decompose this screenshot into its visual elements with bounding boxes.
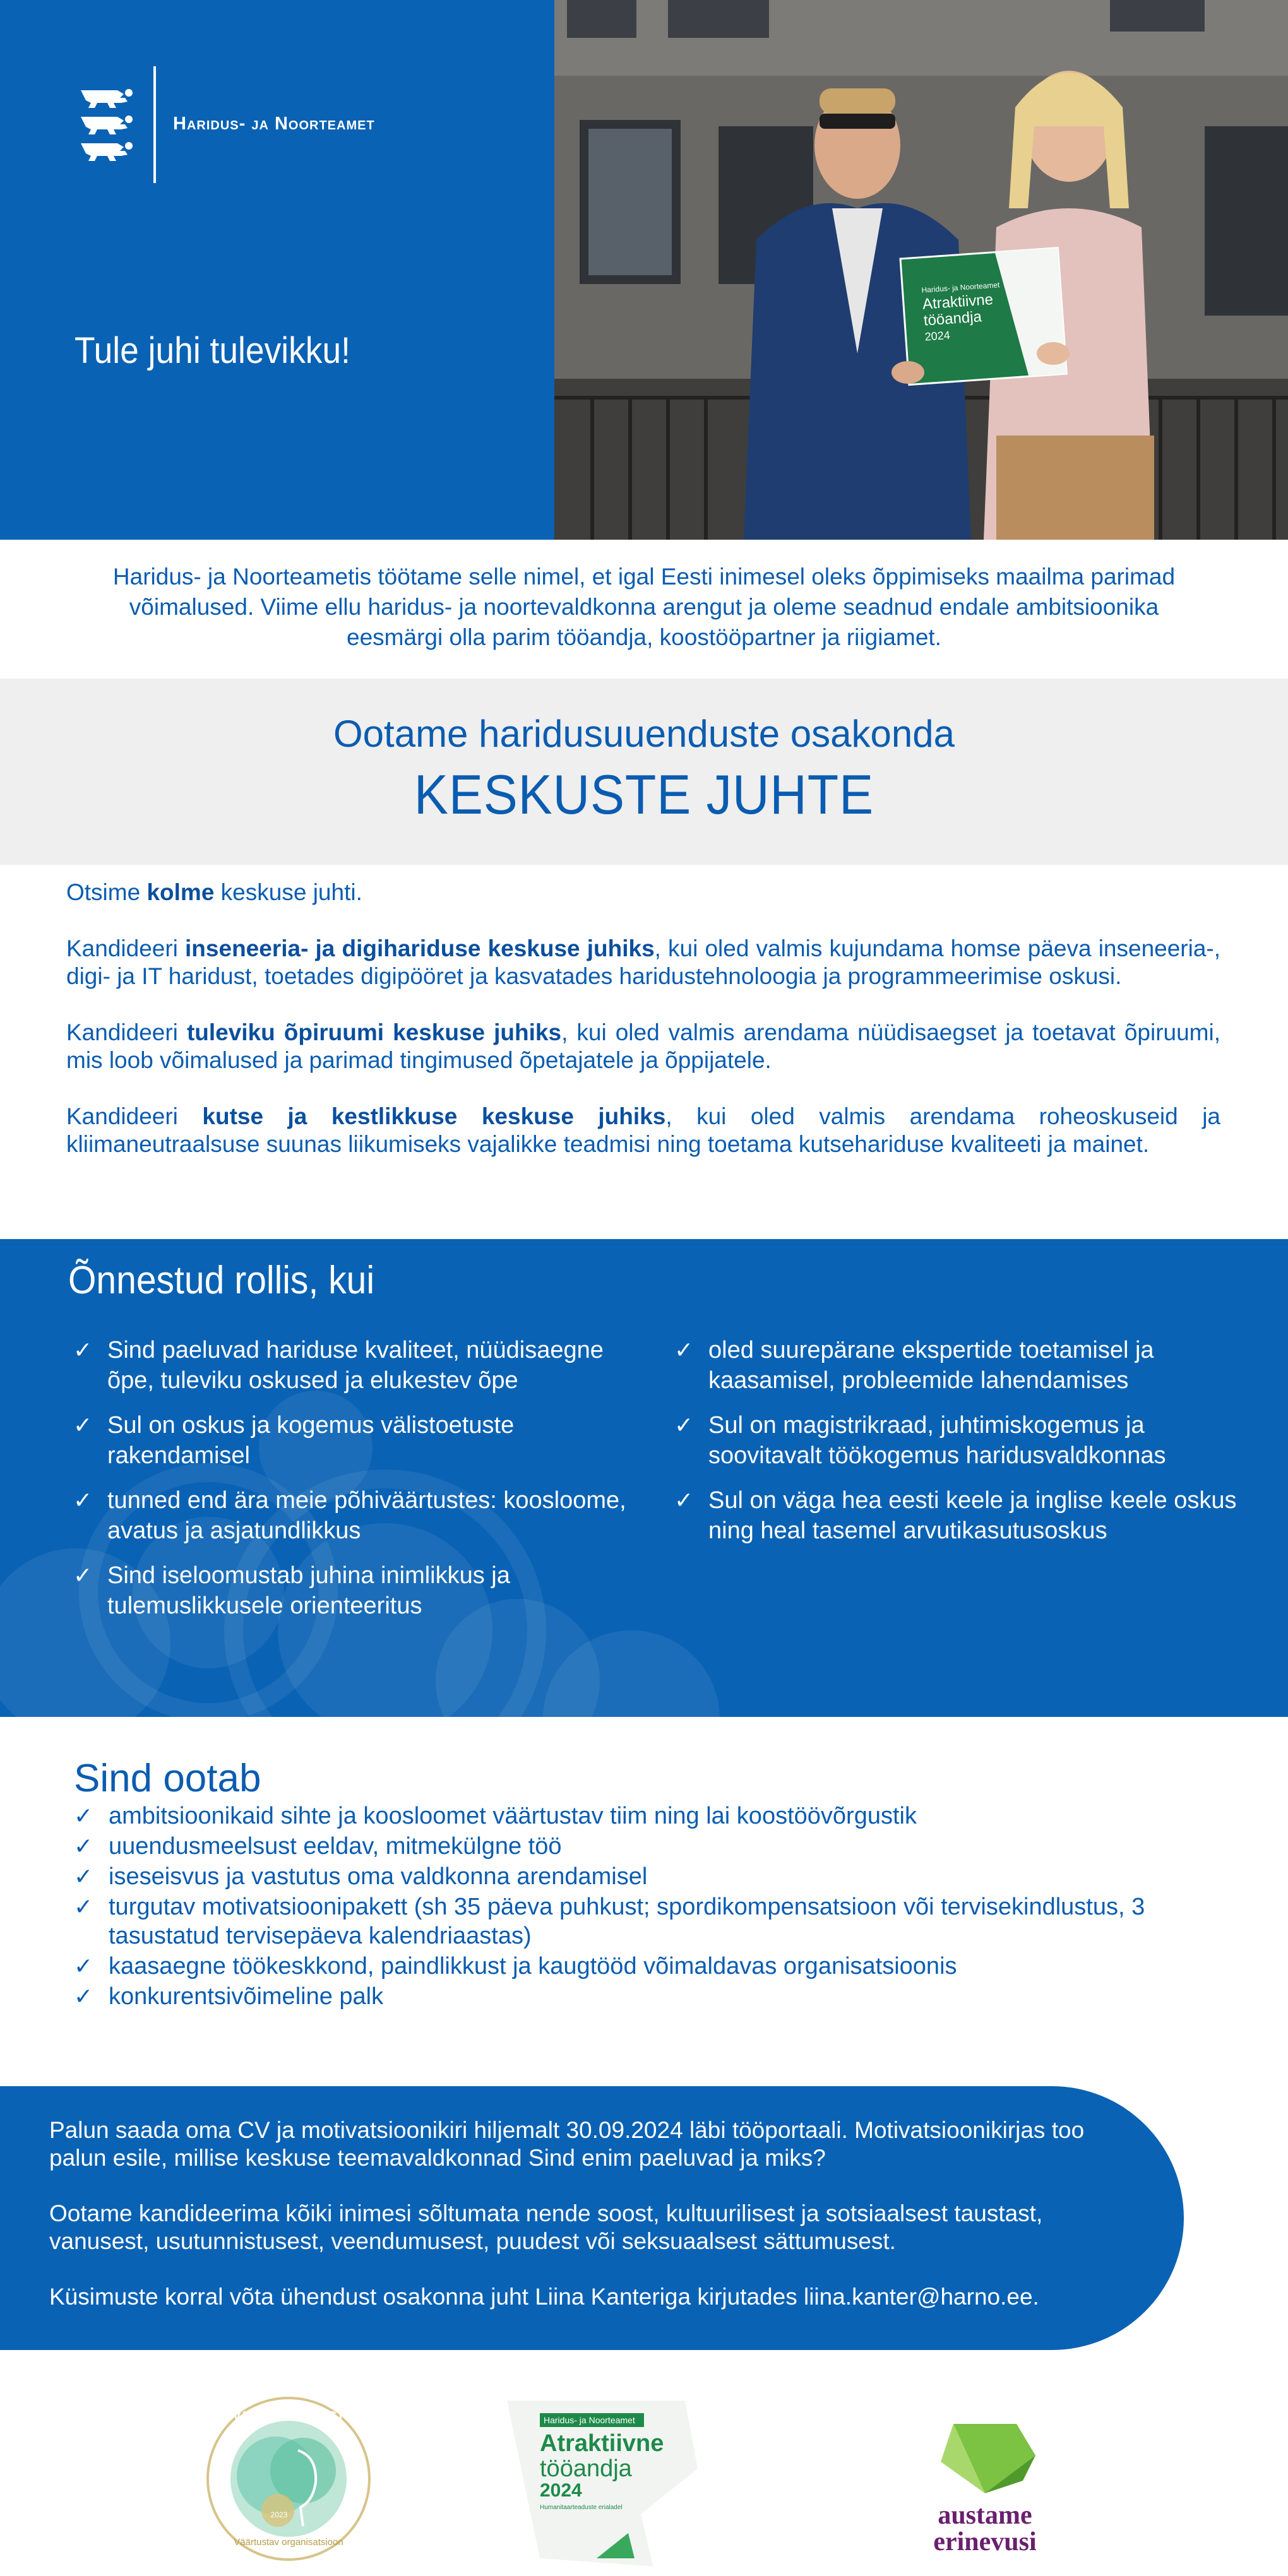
application-text	[49, 2116, 1085, 2339]
badge-bottom-text: Väärtustav organisatsioon	[234, 2537, 343, 2548]
award-org: Haridus- ja Noorteamet	[544, 2415, 635, 2425]
check-icon: ✓	[73, 1412, 93, 1438]
list-item: ✓ Sul on väga hea eesti keele ja inglise keele oskus ning heal tasemel arvutikasutusoskus	[669, 1485, 1250, 1546]
benefits-list	[74, 1801, 1210, 2012]
check-icon: ✓	[74, 1894, 93, 1920]
diversity-text-1: austame	[938, 2501, 1032, 2530]
paragraph-learning-space-center: Kandideeri tuleviku õpiruumi keskuse juhiks, kui oled valmis arendama nüüdisaegset ja toetavat õpiruumi, mis loob võimalused ja parimad tingimused õpetajatele ja õppijatele.	[66, 1019, 1220, 1073]
list-item: ✓ Sul on oskus ja kogemus välistoetuste rakendamisel	[68, 1410, 649, 1471]
role-requirements	[0, 1239, 1288, 1717]
check-icon: ✓	[73, 1337, 93, 1363]
check-icon: ✓	[674, 1412, 694, 1438]
paragraph-digital-center: Kandideeri inseneeria- ja digihariduse keskuse juhiks, kui oled valmis kujundama homse päeva inseneeria-, digi- ja IT haridust, toetades digipööret ja kasvatades haridustehnoloogia ja programmeerimise oskusi.	[66, 935, 1221, 989]
list-item: ✓ oled suurepärane ekspertide toetamisel ja kaasamisel, probleemide lahendamises	[669, 1335, 1250, 1396]
list-item: ✓ iseseisvus ja vastutus oma valdkonna arendamisel	[74, 1863, 648, 1890]
check-icon: ✓	[73, 1487, 93, 1513]
paragraph-count: Otsime kolme keskuse juhti.	[66, 879, 362, 905]
award-card-year: 2024	[924, 328, 951, 343]
hero-photo	[554, 0, 1288, 540]
paragraph-vocational-center: Kandideeri kutse ja kestlikkuse keskuse juhiks, kui oled valmis arendama roheoskuseid ja kliimaneutraalsuse suunas liikumiseks vajalikke teadmisi ning toetama kutsehariduse kvaliteeti ja mainet.	[66, 1103, 1221, 1157]
benefits-title: Sind ootab	[74, 1757, 261, 1800]
diversity-charter-logo	[909, 2411, 1061, 2556]
award-card-title2: tööandja	[922, 308, 982, 329]
role-list-right	[669, 1335, 1250, 1560]
hero	[0, 0, 1288, 540]
list-item: ✓ Sind iseloomustab juhina inimlikkus ja tulemuslikkusele orienteeritus	[68, 1560, 649, 1621]
check-icon: ✓	[74, 1863, 93, 1889]
emphasis: inseneeria- ja digihariduse keskuse juhiks	[185, 935, 655, 961]
award-subtitle: Humanitaarteaduste erialadel	[540, 2504, 623, 2511]
role-list-left	[68, 1335, 649, 1635]
award-title1: Atraktiivne	[540, 2430, 664, 2457]
contact-paragraph: Küsimuste korral võta ühendust osakonna juht Liina Kanteriga kirjutades liina.kanter@harno.ee.	[49, 2284, 1039, 2310]
list-item: ✓ konkurentsivõimeline palk	[74, 1983, 384, 2010]
logo-divider	[153, 66, 156, 183]
diversity-text-2: erinevusi	[933, 2527, 1037, 2556]
list-item: ✓ tunned end ära meie põhiväärtustes: koosloome, avatus ja asjatundlikkus	[68, 1485, 649, 1546]
check-icon: ✓	[74, 1833, 93, 1859]
three-lions-coat-of-arms-icon	[76, 85, 136, 167]
emphasis: tuleviku õpiruumi keskuse juhiks	[186, 1019, 562, 1045]
badge-top-text: VAIMSET TERVIST	[232, 2409, 345, 2423]
heading-title: KESKUSTE JUHTE	[414, 763, 874, 826]
list-item: ✓ kaasaegne töökeskkond, paindlikkust ja kaugtööd võimaldavas organisatsioonis	[74, 1953, 957, 1979]
application-info	[0, 2086, 1184, 2350]
list-item: ✓ uuendusmeelsust eeldav, mitmekülgne töö	[74, 1833, 562, 1860]
check-icon: ✓	[674, 1337, 694, 1363]
mental-health-badge-logo	[203, 2394, 374, 2564]
emphasis: kolme	[146, 879, 215, 905]
hero-tagline: Tule juhi tulevikku!	[75, 330, 350, 371]
emphasis: kutse ja kestlikkuse keskuse juhiks	[202, 1103, 666, 1129]
award-title2: tööandja	[540, 2455, 632, 2482]
organization-name: Haridus- ja Noorteamet	[173, 114, 375, 134]
check-icon: ✓	[74, 1953, 93, 1979]
award-card-org: Haridus- ja Noorteamet	[921, 280, 1000, 295]
list-item: ✓ turgutav motivatsioonipakett (sh 35 päeva puhkust; spordikompensatsioon või tervisekindlustus, 3 tasustatud tervisepäeva kalendriaastas)	[74, 1894, 1145, 1949]
list-item: ✓ ambitsioonikaid sihte ja koosloomet väärtustav tiim ning lai koostöövõrgustik	[74, 1803, 917, 1829]
check-icon: ✓	[74, 1803, 93, 1829]
badge-year: 2023	[270, 2510, 288, 2519]
deadline-paragraph: Palun saada oma CV ja motivatsioonikiri hiljemalt 30.09.2024 läbi tööportaali. Motivatsioonikirjas too palun esile, millise keskuse teemavaldkonnad Sind enim paeluvad ja miks?	[49, 2117, 1085, 2171]
role-title: Õnnestud rollis, kui	[68, 1259, 375, 1302]
check-icon: ✓	[74, 1983, 93, 2009]
award-card-title1: Atraktiivne	[922, 290, 994, 313]
diversity-paragraph: Ootame kandideerima kõiki inimesi sõltumata nende soost, kultuurilisest ja sotsiaalsest taustast, vanusest, usutunnistusest, veendumusest, puudest või seksuaalsest sättumusest.	[49, 2200, 1043, 2254]
hero-brand-panel	[0, 0, 554, 540]
check-icon: ✓	[674, 1487, 694, 1513]
award-year: 2024	[540, 2480, 582, 2501]
heading-subtitle: Ootame haridusuuenduste osakonda	[333, 713, 955, 755]
intro-text: Haridus- ja Noorteametis töötame selle nimel, et igal Eesti inimesel oleks õppimiseks maailma parimad võimalused. Viime ellu haridus- ja noortevaldkonna arengut ja oleme seadnud endale ambitsioonika eesmärgi olla parim tööandja, koostööpartner ja riigiamet.	[112, 564, 1176, 650]
list-item: ✓ Sind paeluvad hariduse kvaliteet, nüüdisaegne õpe, tuleviku oskused ja elukestev õpe	[68, 1335, 649, 1396]
attractive-employer-badge-logo	[502, 2388, 723, 2571]
check-icon: ✓	[73, 1562, 93, 1588]
award-photo-illustration	[554, 0, 1288, 540]
job-description	[66, 879, 1220, 1187]
list-item: ✓ Sul on magistrikraad, juhtimiskogemus ja soovitavalt töökogemus haridusvaldkonnas	[669, 1410, 1250, 1471]
